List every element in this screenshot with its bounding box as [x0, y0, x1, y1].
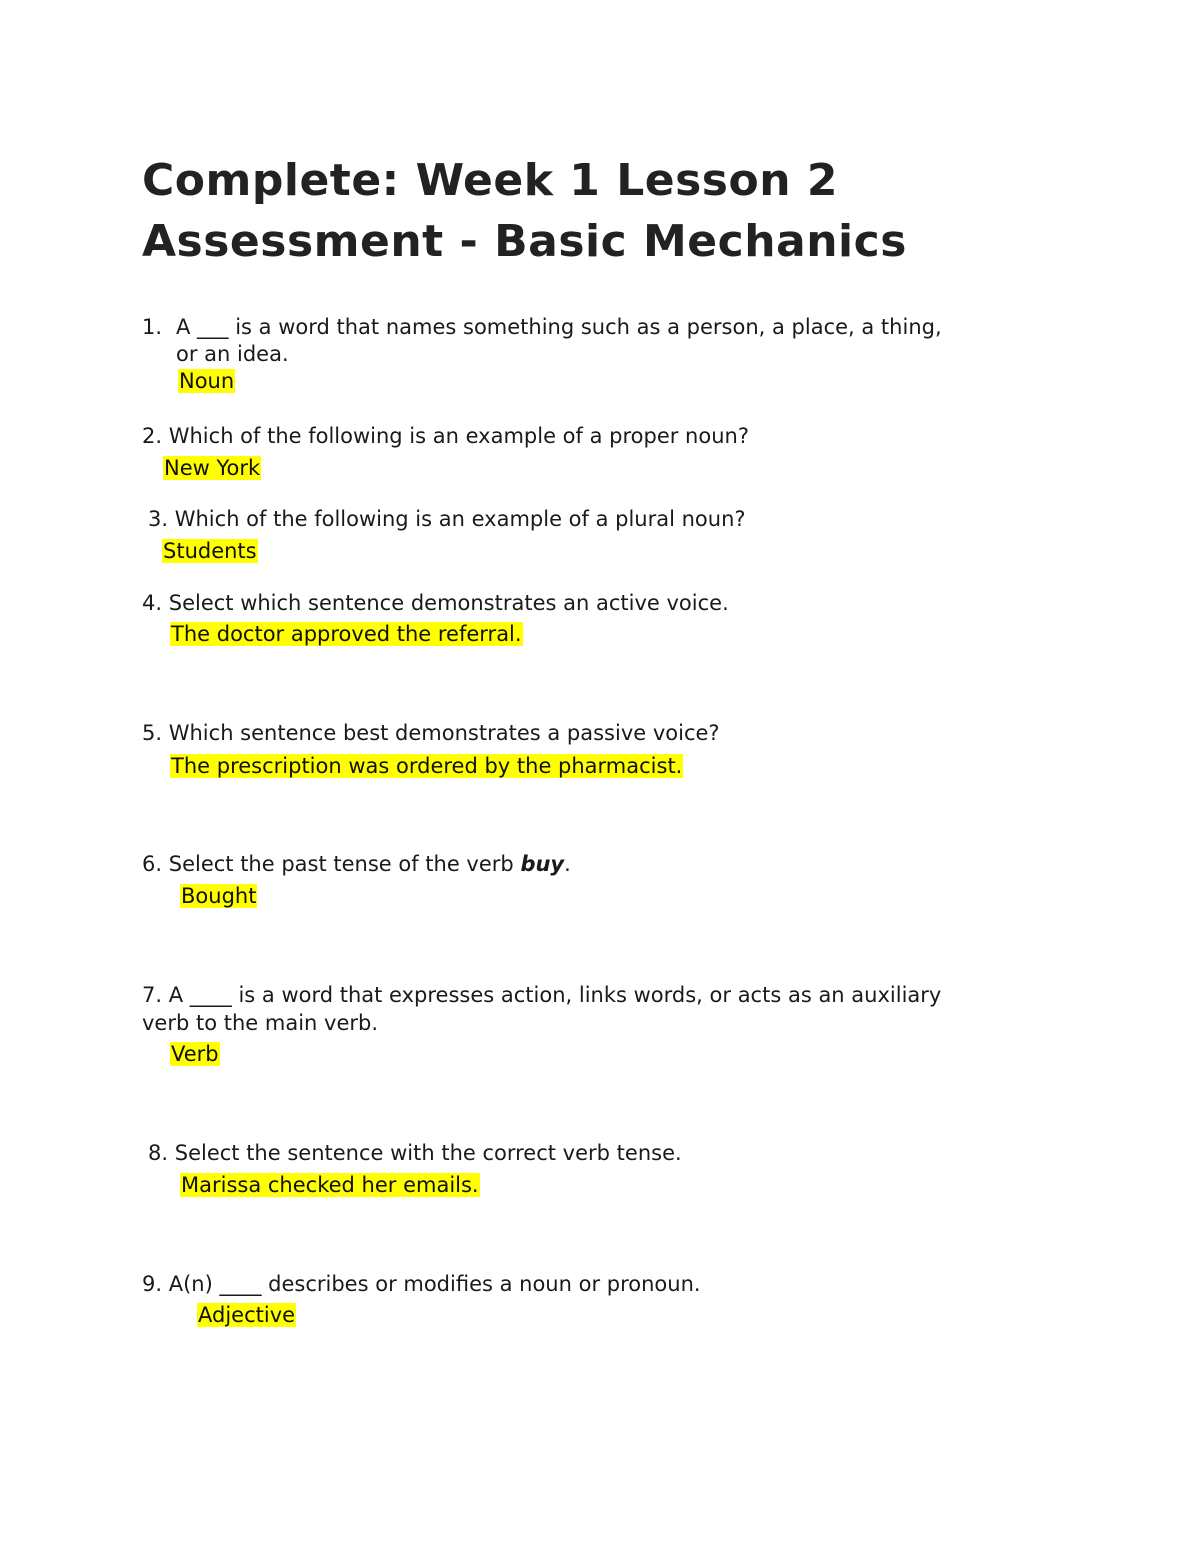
answer-highlight: Students: [163, 539, 257, 563]
question-3-number: 3.: [148, 507, 169, 531]
question-6-question-end: .: [564, 852, 571, 876]
question-4-number: 4.: [142, 591, 163, 615]
question-8-number: 8.: [148, 1141, 169, 1165]
question-1-number: 1.: [142, 315, 163, 339]
question-7-line-1: [142, 981, 941, 1009]
question-7-line-2: verb to the main verb.: [142, 1011, 379, 1035]
question-2-number: 2.: [142, 424, 163, 448]
question-9-number: 9.: [142, 1272, 163, 1296]
answer-highlight: Noun: [179, 369, 235, 393]
question-4-question: Select which sentence demonstrates an active voice.: [168, 591, 729, 615]
question-7-number: 7.: [142, 983, 163, 1007]
answer-highlight: The prescription was ordered by the pharmacist.: [171, 754, 683, 778]
question-8-text: [148, 1139, 682, 1167]
question-2-question: Which of the following is an example of a proper noun?: [168, 424, 749, 448]
answer-highlight: Marissa checked her emails.: [181, 1173, 479, 1197]
question-9-question: A(n) ____ describes or modifies a noun or pronoun.: [168, 1272, 701, 1296]
question-2-text: [142, 422, 749, 450]
question-1-answer: [178, 367, 235, 395]
question-7-text-1: A ____ is a word that expresses action, links words, or acts as an auxiliary: [168, 983, 942, 1007]
question-6-question-start: Select the past tense of the verb: [168, 852, 521, 876]
question-7-answer: [170, 1040, 220, 1068]
question-8-answer: [180, 1171, 480, 1199]
question-9-text: [142, 1270, 701, 1298]
question-1-text-1: A ___ is a word that names something such as a person, a place, a thing,: [176, 315, 942, 339]
question-5-text: [142, 719, 720, 747]
answer-highlight: The doctor approved the referral.: [171, 622, 522, 646]
question-5-answer: [170, 752, 683, 780]
question-6-text: [142, 850, 571, 878]
title-line-2: Assessment - Basic Mechanics: [142, 216, 907, 267]
answer-highlight: Bought: [181, 884, 257, 908]
question-6-verb: buy: [520, 852, 565, 876]
page-title: [142, 150, 1102, 272]
question-3-answer: [162, 537, 258, 565]
question-6-number: 6.: [142, 852, 163, 876]
title-line-1: Complete: Week 1 Lesson 2: [142, 155, 838, 206]
question-4-text: [142, 589, 729, 617]
question-5-question: Which sentence best demonstrates a passive voice?: [168, 721, 720, 745]
question-3-question: Which of the following is an example of a plural noun?: [174, 507, 746, 531]
question-6-answer: [180, 882, 257, 910]
answer-highlight: Verb: [171, 1042, 219, 1066]
answer-highlight: Adjective: [198, 1303, 296, 1327]
question-3-text: [148, 505, 746, 533]
question-2-answer: [163, 454, 261, 482]
question-5-number: 5.: [142, 721, 163, 745]
question-1-line-1: [142, 313, 942, 341]
question-1-line-2: or an idea.: [176, 342, 289, 366]
answer-highlight: New York: [164, 456, 261, 480]
question-8-question: Select the sentence with the correct verb tense.: [174, 1141, 682, 1165]
question-4-answer: [170, 620, 523, 648]
question-9-answer: [197, 1301, 296, 1329]
